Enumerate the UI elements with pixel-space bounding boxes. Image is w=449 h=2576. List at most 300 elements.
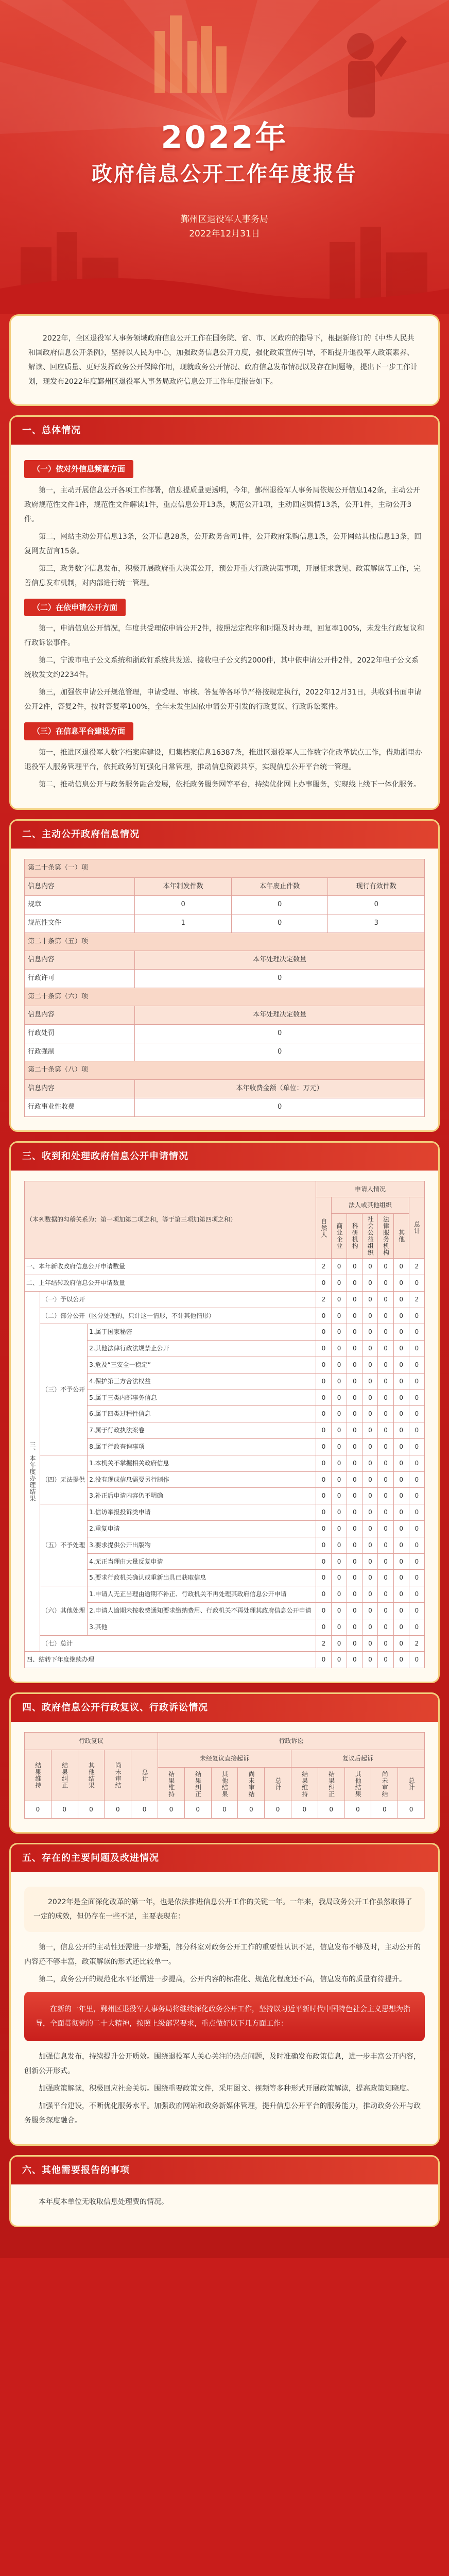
table-cell: 2	[316, 1259, 331, 1275]
table-header: 其他结果	[344, 1767, 371, 1801]
table-header: 行政诉讼	[158, 1733, 424, 1750]
paragraph: 加强平台建设，不断优化服务水平。加强政府网站和政务新媒体管理，提升信息公开平台的服务能力，推动政务公开与政务服务深度融合。	[24, 2102, 421, 2125]
table-cell: 0	[131, 1801, 158, 1818]
table-cell: 0	[393, 1603, 409, 1619]
table-cell: 0	[347, 1439, 362, 1455]
table-row	[25, 1291, 425, 1308]
table-cell: 0	[378, 1586, 393, 1603]
table-cell: 0	[332, 1406, 347, 1422]
table-cell: 0	[316, 1504, 331, 1521]
table-header: 信息内容	[25, 1080, 135, 1098]
table-cell: 0	[378, 1439, 393, 1455]
section-active-disclosure	[9, 819, 440, 1132]
section-title: 一、总体情况	[11, 417, 438, 445]
table-cell: 0	[362, 1635, 378, 1652]
table-cell: 0	[362, 1488, 378, 1504]
table-cell: 0	[371, 1801, 398, 1818]
table-cell: 0	[291, 1801, 318, 1818]
table-cell: 0	[378, 1603, 393, 1619]
table-cell: 0	[378, 1619, 393, 1635]
table-cell: 0	[347, 1275, 362, 1292]
table-header: 未经复议直接起诉	[158, 1750, 291, 1768]
table-cell: 0	[332, 1521, 347, 1537]
table-cell: 0	[158, 1801, 184, 1818]
subsection-title: （二）在依申请公开方面	[24, 599, 126, 617]
table-cell: 0	[393, 1570, 409, 1586]
table-cell: 0	[231, 914, 328, 933]
table-cell: 0	[393, 1537, 409, 1553]
table-cell: 0	[393, 1439, 409, 1455]
table-cell: 0	[316, 1488, 331, 1504]
table-cell: 0	[347, 1389, 362, 1406]
table-cell: 0	[378, 1389, 393, 1406]
table-cell: 行政强制	[25, 1043, 135, 1061]
table-cell: 5.属于三类内部事务信息	[88, 1389, 316, 1406]
table-cell: 0	[347, 1373, 362, 1389]
section-title: 二、主动公开政府信息情况	[11, 821, 438, 849]
table-cell: 0	[135, 896, 232, 914]
table-cell: 0	[347, 1504, 362, 1521]
table-cell: 0	[393, 1308, 409, 1324]
table-cell: 0	[378, 1471, 393, 1488]
table-cell: 0	[332, 1504, 347, 1521]
table-cell: 2.重复申请	[88, 1521, 316, 1537]
section-title: 四、政府信息公开行政复议、行政诉讼情况	[11, 1694, 438, 1722]
table-header: 其他结果	[211, 1767, 238, 1801]
table-cell: 0	[347, 1652, 362, 1668]
table-corner-note: （本列数据的勾稽关系为：第一项加第二项之和，等于第三项加第四项之和）	[25, 1181, 316, 1259]
table-cell: 0	[362, 1389, 378, 1406]
table-header: 自然人	[316, 1197, 331, 1259]
table-header: 结果维持	[25, 1750, 51, 1801]
table-cell: 0	[362, 1603, 378, 1619]
table-cell: 0	[332, 1652, 347, 1668]
table-cell: 0	[347, 1341, 362, 1357]
table-cell: 0	[409, 1275, 424, 1292]
table-cell: 0	[328, 896, 425, 914]
table-cell: 0	[316, 1537, 331, 1553]
table-cell: 0	[135, 970, 425, 988]
table-cell: （七）总计	[40, 1635, 316, 1652]
table-cell: 0	[316, 1406, 331, 1422]
table-cell: 1	[135, 914, 232, 933]
table-header: 尚未审结	[238, 1767, 265, 1801]
table-header: 法律服务机构	[378, 1214, 393, 1259]
table-cell: 2	[409, 1291, 424, 1308]
table-cell: 0	[135, 1025, 425, 1043]
table-cell: 4.无正当理由大量反复申请	[88, 1553, 316, 1570]
table-cell: 0	[393, 1324, 409, 1341]
table-cell: 0	[347, 1291, 362, 1308]
footer-decoration	[0, 2227, 449, 2258]
paragraph: 第二，宁波市电子公文系统和浙政钉系统共发送、接收电子公文约2000件，其中依申请公开件2件，2022年电子公文系统收发文约2234件。	[24, 656, 419, 680]
table-row	[25, 1801, 425, 1818]
table-cell: 2.没有现成信息需要另行制作	[88, 1471, 316, 1488]
table-cell: 0	[409, 1357, 424, 1374]
table-cell: 0	[238, 1801, 265, 1818]
table-cell: 0	[393, 1357, 409, 1374]
table-cell: 0	[347, 1357, 362, 1374]
table-cell: 0	[378, 1537, 393, 1553]
table-cell: 2	[316, 1635, 331, 1652]
preface-text: 2022年，全区退役军人事务领域政府信息公开工作在国务院、省、市、区政府的指导下，根据新修订的《中华人民共和国政府信息公开条例》，坚持以人民为中心，加强政务信息公开力度，强化政策宣传引导，不断提升退役军人政策素养、解读、回应质量、更好发挥政务公开保障作用，现就政务公开情况、政府信息发布情况以及存在问题等，提出下一步工作计划，现发布2022年度鄞州区退役军人事务局政府信息公开工作年度报告如下。	[28, 334, 418, 386]
review-litigation-table	[24, 1732, 425, 1818]
table-cell: 0	[378, 1488, 393, 1504]
table-cell: 0	[347, 1586, 362, 1603]
table-header: 尚未审结	[371, 1767, 398, 1801]
table-cell: 0	[316, 1439, 331, 1455]
table-header: 社会公益组织	[362, 1214, 378, 1259]
table-header: 科研机构	[347, 1214, 362, 1259]
table-cell: 3.补正后申请内容仍不明确	[88, 1488, 316, 1504]
table-cell: 0	[316, 1570, 331, 1586]
table-cell: 0	[409, 1652, 424, 1668]
table-cell: 0	[393, 1275, 409, 1292]
table-header: 信息内容	[25, 1006, 135, 1025]
table-cell: 2	[409, 1635, 424, 1652]
report-date: 2022年12月31日	[189, 229, 260, 239]
table-cell: 0	[409, 1439, 424, 1455]
table-header: 尚未审结	[105, 1750, 131, 1801]
table-header: 总计	[131, 1750, 158, 1801]
table-cell: 0	[265, 1801, 291, 1818]
table-cell: 0	[347, 1406, 362, 1422]
table-cell: 0	[393, 1422, 409, 1439]
table-cell: 0	[347, 1619, 362, 1635]
section-problems	[9, 1843, 440, 2146]
table-cell: 2	[316, 1291, 331, 1308]
table-category: 第二十条第（一）项	[25, 859, 425, 877]
table-cell: 3.危及“三安全一稳定”	[88, 1357, 316, 1374]
table-cell: 规范性文件	[25, 914, 135, 933]
table-cell: 0	[184, 1801, 211, 1818]
table-row	[25, 1098, 425, 1116]
table-header: 信息内容	[25, 877, 135, 896]
table-cell: 0	[378, 1455, 393, 1471]
table-cell: 0	[362, 1619, 378, 1635]
table-cell: 2.申请人逾期未按收费通知要求缴纳费用、行政机关不再处理其政府信息公开申请	[88, 1603, 316, 1619]
table-cell: 5.要求行政机关确认或重新出具已获取信息	[88, 1570, 316, 1586]
table-cell: 0	[393, 1291, 409, 1308]
table-header: 结果纠正	[184, 1767, 211, 1801]
table-cell: 0	[409, 1471, 424, 1488]
table-cell: 0	[393, 1586, 409, 1603]
table-header: 结果纠正	[318, 1767, 344, 1801]
table-cell: 0	[316, 1324, 331, 1341]
table-cell: 0	[362, 1357, 378, 1374]
table-header: 信息内容	[25, 951, 135, 970]
table-cell: 0	[393, 1504, 409, 1521]
table-cell: 二、上年结转政府信息公开申请数量	[25, 1275, 316, 1292]
table-cell: 0	[409, 1341, 424, 1357]
table-cell: （五）不予处理	[40, 1504, 88, 1586]
table-cell: 0	[316, 1455, 331, 1471]
table-cell: 0	[332, 1553, 347, 1570]
paragraph: 2022年是全面深化改革的第一年，也是依法推进信息公开工作的关键一年。一年来，我局政务公开工作虽然取得了一定的成效，但仍存在一些不足，主要表现在：	[33, 1897, 412, 1921]
table-cell: 7.属于行政执法案卷	[88, 1422, 316, 1439]
table-cell: 0	[51, 1801, 78, 1818]
paragraph: 第一，申请信息公开情况，年度共受理依申请公开2件，按照法定程序和时限及时办理，回复率100%，未发生行政复议和行政诉讼事件。	[24, 624, 424, 648]
table-cell: 0	[347, 1635, 362, 1652]
active-disclosure-table	[24, 859, 425, 1117]
table-cell: 0	[409, 1619, 424, 1635]
table-row	[25, 1308, 425, 1324]
table-cell: 0	[378, 1259, 393, 1275]
table-header: 其他	[393, 1214, 409, 1259]
table-cell: 0	[393, 1619, 409, 1635]
table-cell: 0	[332, 1389, 347, 1406]
table-cell: 0	[409, 1553, 424, 1570]
table-row	[25, 1504, 425, 1521]
table-header: 申请人情况	[316, 1181, 424, 1197]
table-cell: 0	[347, 1603, 362, 1619]
table-row	[25, 1324, 425, 1341]
table-cell: 3	[328, 914, 425, 933]
table-cell: 0	[105, 1801, 131, 1818]
table-cell: 0	[316, 1521, 331, 1537]
paragraph: 第二，政务公开的规范化水平还需进一步提高，公开内容的标准化、规范化程度还不高，信息发布的质量有待提升。	[39, 1975, 406, 1984]
table-cell: 0	[316, 1619, 331, 1635]
table-cell: 0	[409, 1570, 424, 1586]
table-cell: 0	[347, 1455, 362, 1471]
table-header: 现行有效件数	[328, 877, 425, 896]
table-header: 本年处理决定数量	[135, 1006, 425, 1025]
table-cell: 0	[316, 1652, 331, 1668]
table-cell: 0	[362, 1275, 378, 1292]
table-cell: 0	[409, 1308, 424, 1324]
table-cell: 0	[316, 1275, 331, 1292]
table-cell: 0	[378, 1652, 393, 1668]
table-cell: 0	[398, 1801, 425, 1818]
table-cell: 规章	[25, 896, 135, 914]
table-header: 结果维持	[158, 1767, 184, 1801]
table-header: 法人或其他组织	[332, 1197, 409, 1214]
table-cell: 0	[332, 1291, 347, 1308]
table-cell: 0	[347, 1570, 362, 1586]
table-header: 本年收费金额（单位：万元）	[135, 1080, 425, 1098]
table-row	[25, 1043, 425, 1061]
table-cell: 0	[332, 1357, 347, 1374]
table-cell: 0	[362, 1259, 378, 1275]
table-header: 结果维持	[291, 1767, 318, 1801]
table-cell: 0	[362, 1406, 378, 1422]
table-cell: 0	[332, 1586, 347, 1603]
table-cell: 0	[316, 1586, 331, 1603]
table-cell: 0	[409, 1389, 424, 1406]
table-cell: 0	[316, 1471, 331, 1488]
table-cell: 0	[362, 1439, 378, 1455]
table-cell: 0	[378, 1373, 393, 1389]
table-cell: 0	[409, 1504, 424, 1521]
table-cell: 0	[332, 1570, 347, 1586]
table-cell: 0	[409, 1422, 424, 1439]
table-cell: 0	[362, 1553, 378, 1570]
table-row	[25, 1025, 425, 1043]
table-cell: 2.其他法律行政法规禁止公开	[88, 1341, 316, 1357]
table-row	[25, 1635, 425, 1652]
table-cell: 行政处罚	[25, 1025, 135, 1043]
table-cell: 0	[362, 1455, 378, 1471]
table-row	[25, 970, 425, 988]
table-header: 本年制发件数	[135, 877, 232, 896]
table-cell: 0	[362, 1537, 378, 1553]
report-organization: 鄞州区退役军人事务局	[181, 214, 268, 225]
table-cell: （三）不予公开	[40, 1324, 88, 1455]
table-header: 总计	[409, 1197, 424, 1259]
table-cell: 0	[316, 1422, 331, 1439]
table-cell: 0	[316, 1603, 331, 1619]
table-category: 第二十条第（六）项	[25, 988, 425, 1006]
table-cell: 2	[409, 1259, 424, 1275]
table-cell: 0	[393, 1652, 409, 1668]
table-category: 第二十条第（五）项	[25, 933, 425, 951]
subsection-title: （一）依对外信息频富方面	[24, 460, 133, 478]
table-cell: 0	[347, 1308, 362, 1324]
table-cell: 0	[332, 1259, 347, 1275]
table-cell: 0	[378, 1357, 393, 1374]
table-header: 复议后起诉	[291, 1750, 424, 1768]
paragraph: 第一，主动开展信息公开各项工作部署，信息提质量更透明，今年，鄞州退役军人事务局依规公开信息142条，主动公开政府规范性文件1件，规范性文件解读1件，重点信息公开13条，规范公开1项，主动回应舆情13条，公开1件，主动公开3件。	[24, 486, 420, 523]
table-cell: 0	[25, 1801, 51, 1818]
table-cell: 0	[362, 1291, 378, 1308]
table-row	[25, 1455, 425, 1471]
paragraph: 第三，加强依申请公开规范管理，申请受理、审核、答复等各环节严格按规定执行，2022年12月31日，共收到书面申请公开2件，答复2件，按时答复率100%，全年未发生因依申请公开引发的行政复议、行政诉讼案件。	[24, 688, 422, 711]
table-cell: 0	[362, 1652, 378, 1668]
table-cell: 0	[362, 1471, 378, 1488]
table-cell: 0	[347, 1422, 362, 1439]
table-cell: 0	[362, 1504, 378, 1521]
table-cell: 0	[362, 1324, 378, 1341]
table-cell: 0	[318, 1801, 344, 1818]
table-cell: 0	[211, 1801, 238, 1818]
table-cell: 0	[393, 1341, 409, 1357]
table-cell: 0	[378, 1275, 393, 1292]
table-cell: 0	[316, 1389, 331, 1406]
table-cell: 0	[409, 1373, 424, 1389]
table-cell: 0	[135, 1043, 425, 1061]
table-cell: 0	[332, 1471, 347, 1488]
table-header: 商业企业	[332, 1214, 347, 1259]
table-cell: 行政许可	[25, 970, 135, 988]
table-cell: 0	[409, 1455, 424, 1471]
table-cell: 0	[409, 1586, 424, 1603]
table-cell: 0	[409, 1537, 424, 1553]
table-cell: 0	[378, 1341, 393, 1357]
table-cell: 0	[332, 1619, 347, 1635]
section-other	[9, 2155, 440, 2227]
table-cell: 0	[409, 1603, 424, 1619]
paragraph: 本年度本单位无收取信息处理费的情况。	[39, 2198, 168, 2207]
table-cell: 0	[362, 1308, 378, 1324]
table-cell: 0	[362, 1341, 378, 1357]
report-header	[0, 0, 449, 314]
table-cell: 一、本年新收政府信息公开申请数量	[25, 1259, 316, 1275]
table-cell: 1.申请人无正当理由逾期不补正、行政机关不再处理其政府信息公开申请	[88, 1586, 316, 1603]
table-row	[25, 896, 425, 914]
table-cell: 0	[378, 1553, 393, 1570]
table-cell: 行政事业性收费	[25, 1098, 135, 1116]
table-cell: 0	[362, 1521, 378, 1537]
paragraph: 第一，信息公开的主动性还需进一步增强，部分科室对政务公开工作的重要性认识不足，信息发布不够及时，主动公开的内容还不够丰富，政策解读的形式还比较单一。	[24, 1943, 421, 1966]
table-cell: 0	[316, 1357, 331, 1374]
table-row	[25, 1259, 425, 1275]
table-cell: 0	[332, 1603, 347, 1619]
table-cell: 3.其他	[88, 1619, 316, 1635]
table-header: 总计	[398, 1767, 425, 1801]
table-cell: 0	[378, 1308, 393, 1324]
table-cell: 0	[332, 1324, 347, 1341]
paragraph: 第二，网站主动公开信息13条，公开信息28条，公开政务合同1件，公开政府采购信息1条，公开网站其他信息13条，回复网友留言15条。	[24, 532, 422, 555]
table-cell: 0	[332, 1455, 347, 1471]
table-cell: 4.保护第三方合法权益	[88, 1373, 316, 1389]
table-cell: 6.属于四类过程性信息	[88, 1406, 316, 1422]
table-cell: （四）无法提供	[40, 1455, 88, 1504]
table-cell: 0	[332, 1275, 347, 1292]
table-cell: 0	[347, 1259, 362, 1275]
subsection-title: （三）在信息平台建设方面	[24, 722, 133, 740]
preface-card	[9, 314, 440, 406]
table-cell: 0	[378, 1521, 393, 1537]
table-cell: （二）部分公开（区分处理的，只计这一情形，不计其他情形）	[40, 1308, 316, 1324]
table-cell: 0	[332, 1488, 347, 1504]
table-cell: （一）予以公开	[40, 1291, 316, 1308]
table-cell: 0	[231, 896, 328, 914]
table-cell: 0	[332, 1439, 347, 1455]
table-cell: 0	[332, 1537, 347, 1553]
section-title: 五、存在的主要问题及改进情况	[11, 1844, 438, 1872]
table-cell: 0	[378, 1422, 393, 1439]
paragraph: 加强信息发布，持续提升公开质效。围绕退役军人关心关注的热点问题，及时准确发布政策信息，进一步丰富公开内容，创新公开形式。	[24, 2052, 421, 2075]
table-cell: 0	[347, 1488, 362, 1504]
table-cell: 0	[378, 1635, 393, 1652]
table-cell: 0	[393, 1259, 409, 1275]
table-header: 其他结果	[78, 1750, 105, 1801]
section-title: 六、其他需要报告的事项	[11, 2157, 438, 2184]
table-cell: 0	[409, 1488, 424, 1504]
table-cell: 0	[393, 1488, 409, 1504]
table-cell: 0	[316, 1373, 331, 1389]
table-cell: 0	[332, 1635, 347, 1652]
table-cell: 0	[393, 1373, 409, 1389]
table-cell: 0	[332, 1422, 347, 1439]
table-cell: 0	[316, 1341, 331, 1357]
table-cell: （六）其他处理	[40, 1586, 88, 1635]
paragraph: 在新的一年里，鄞州区退役军人事务局将继续深化政务公开工作，坚持以习近平新时代中国特色社会主义思想为指导，全面贯彻党的二十大精神，按照上级部署要求，重点做好以下几方面工作：	[36, 2005, 410, 2028]
table-cell: 0	[316, 1553, 331, 1570]
table-cell: 0	[362, 1422, 378, 1439]
section-overview	[9, 415, 440, 810]
paragraph: 第一，推进区退役军人数字档案库建设，归集档案信息16387条，推进区退役军人工作数字化改革试点工作，借助浙里办退役军人服务管理平台，依托政务钉钉强化日常管理，推动信息资源共享，实现信息公开平台统一管理。	[24, 748, 422, 771]
table-cell: 0	[347, 1537, 362, 1553]
table-cell: 0	[409, 1406, 424, 1422]
table-header: 总计	[265, 1767, 291, 1801]
table-row	[25, 1275, 425, 1292]
table-cell: 0	[78, 1801, 105, 1818]
table-cell: 1.信访举报投诉类申请	[88, 1504, 316, 1521]
table-cell: 0	[378, 1570, 393, 1586]
table-cell: 0	[332, 1373, 347, 1389]
table-cell: 0	[393, 1455, 409, 1471]
table-cell: 0	[347, 1521, 362, 1537]
paragraph: 第二，推动信息公开与政务服务融合发展，依托政务服务网等平台，持续优化网上办事服务，实现线上线下一体化服务。	[39, 780, 421, 789]
table-header: 本年处理决定数量	[135, 951, 425, 970]
section-review-litigation	[9, 1692, 440, 1834]
table-cell: 0	[347, 1553, 362, 1570]
table-cell: 0	[135, 1098, 425, 1116]
table-cell: 0	[347, 1471, 362, 1488]
table-header: 本年废止件数	[231, 877, 328, 896]
report-year-title: 2022年	[161, 120, 288, 156]
